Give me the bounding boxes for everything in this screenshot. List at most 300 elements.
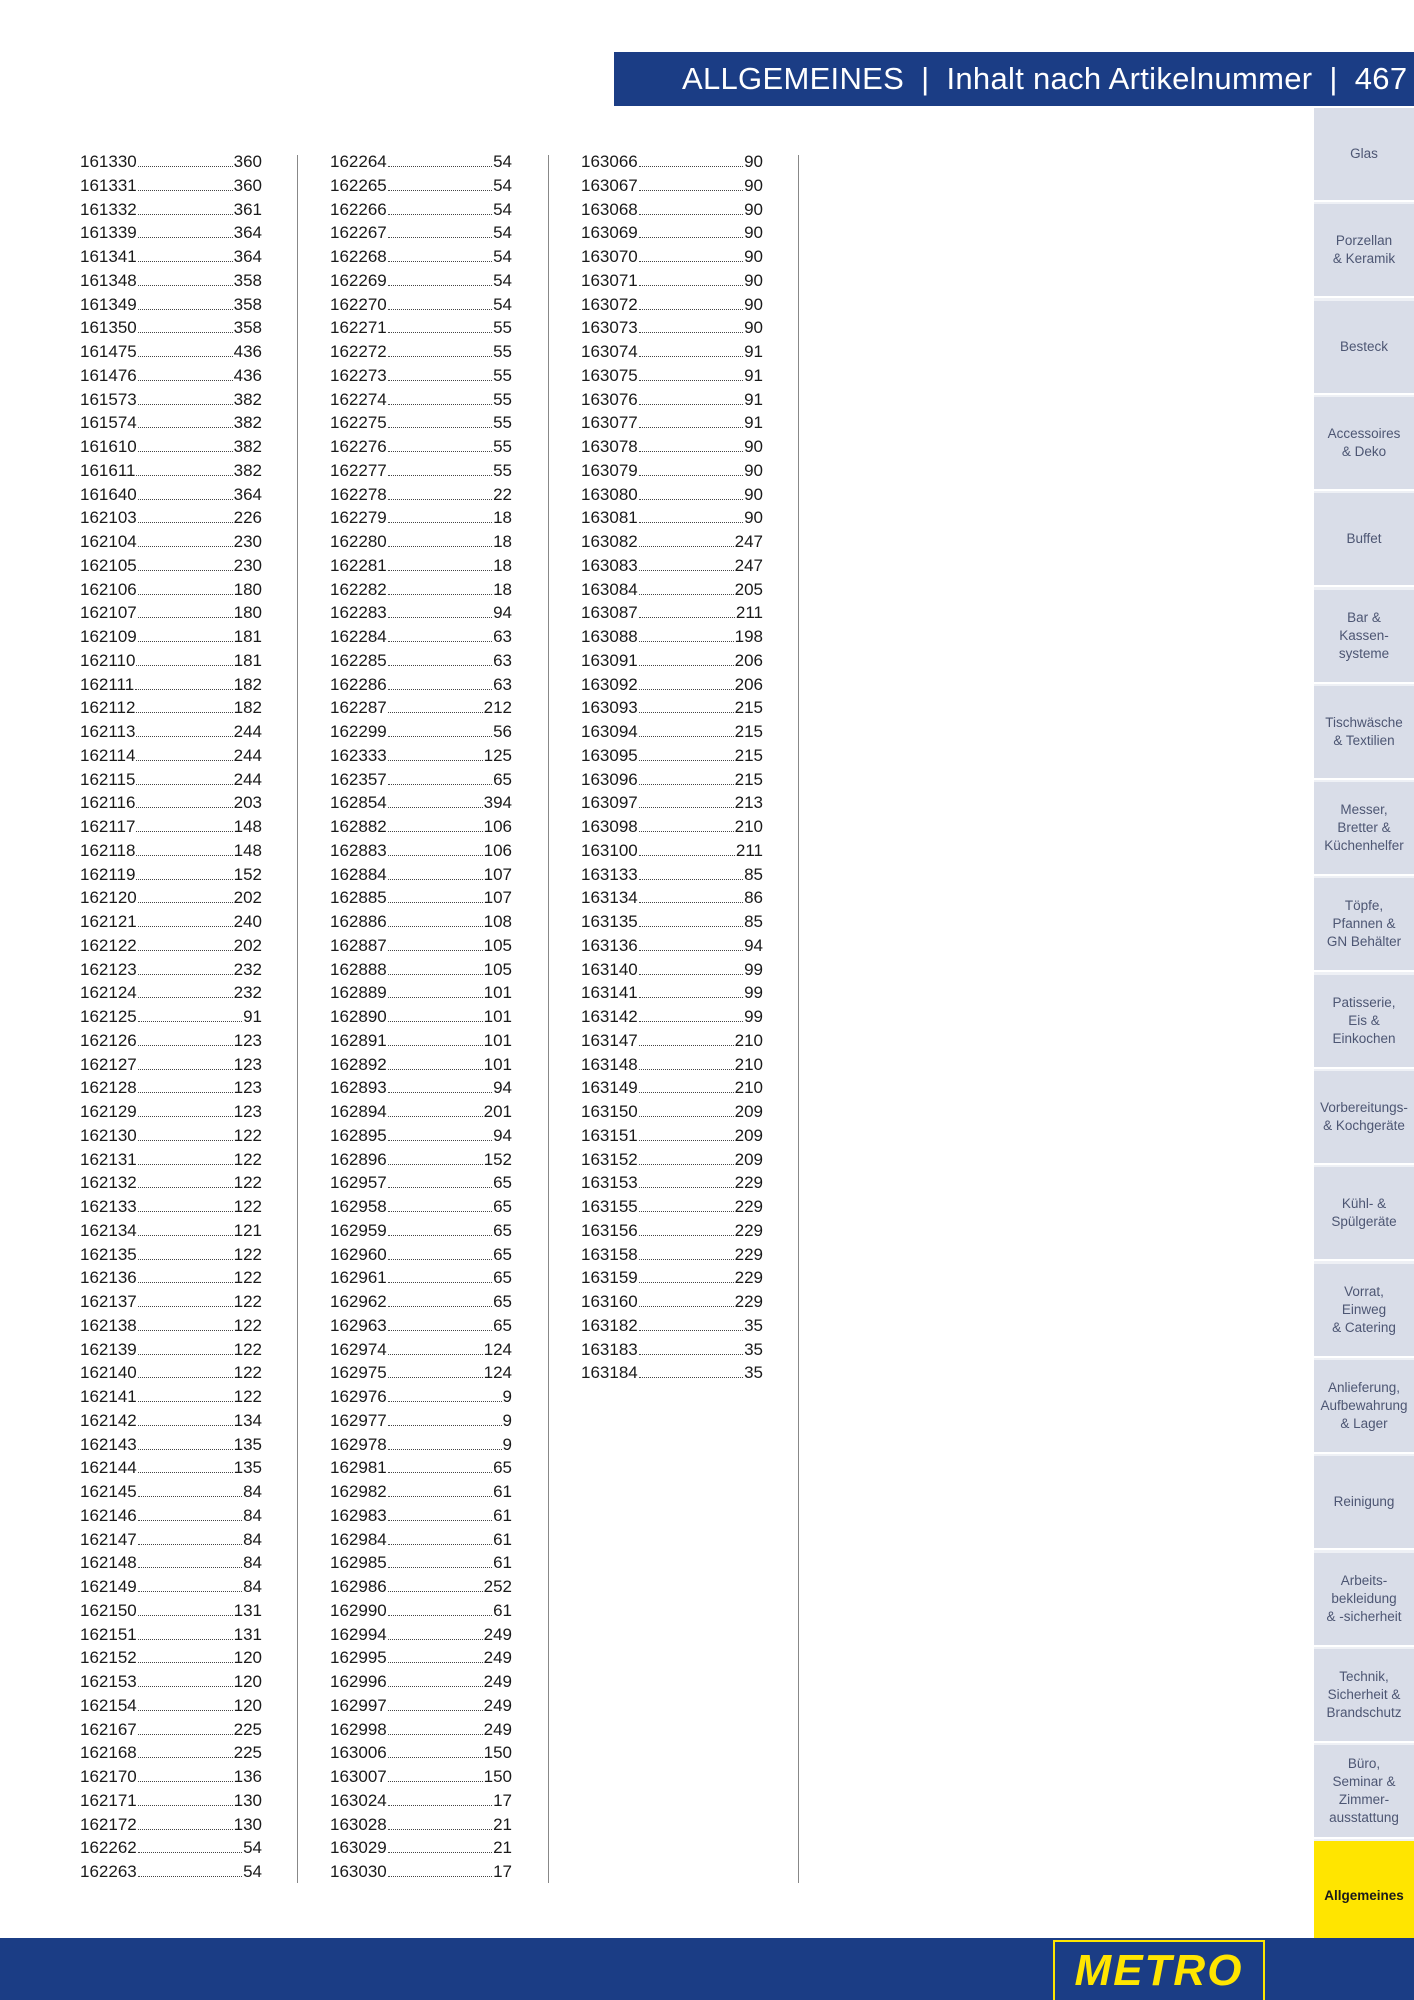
index-entry	[330, 1100, 512, 1124]
article-number: 163136	[581, 935, 638, 955]
article-number: 163080	[581, 484, 638, 504]
page-reference: 215	[734, 722, 763, 741]
article-number: 162112	[80, 698, 136, 718]
tab-anlieferung-aufbewahrung-lager[interactable]: Anlieferung, Aufbewahrung & Lager	[1314, 1360, 1414, 1454]
page-reference: 63	[493, 650, 512, 670]
index-entry	[330, 554, 512, 578]
page-reference: 101	[483, 983, 512, 1003]
index-entry	[330, 1266, 512, 1290]
article-number: 162264	[330, 152, 387, 171]
article-number: 162106	[80, 579, 137, 599]
dot-leader	[388, 1344, 483, 1355]
tab-vorbereitungs-kochgeräte[interactable]: Vorbereitungs- & Kochgeräte	[1314, 1071, 1414, 1165]
page-reference: 55	[493, 318, 512, 338]
article-number: 162107	[80, 603, 137, 623]
index-entry	[80, 1029, 262, 1053]
article-number: 162977	[330, 1410, 387, 1430]
article-number: 163092	[581, 674, 638, 694]
index-entry	[581, 1219, 763, 1243]
index-entry	[80, 554, 262, 578]
index-entry	[581, 863, 763, 887]
dot-leader	[388, 156, 492, 167]
article-number: 162132	[80, 1173, 137, 1193]
dot-leader	[639, 1201, 734, 1212]
article-number: 162153	[80, 1672, 137, 1691]
page-reference: 182	[233, 674, 262, 694]
index-entry	[581, 744, 763, 768]
index-entry	[80, 649, 262, 673]
index-entry	[581, 1053, 763, 1077]
tab-bar-kassen-systeme[interactable]: Bar & Kassen- systeme	[1314, 590, 1414, 684]
article-number: 162286	[330, 674, 387, 694]
page-reference: 249	[483, 1672, 512, 1691]
dot-leader	[639, 1225, 734, 1236]
article-number: 162129	[80, 1102, 137, 1121]
dot-leader	[136, 797, 232, 808]
dot-leader	[388, 1629, 483, 1640]
dot-leader	[639, 584, 734, 595]
dot-leader	[138, 1367, 233, 1378]
tab-patisserie-eis-einkochen[interactable]: Patisserie, Eis & Einkochen	[1314, 975, 1414, 1069]
dot-leader	[388, 679, 492, 690]
article-number: 162136	[80, 1268, 137, 1288]
page-reference: 232	[233, 983, 262, 1003]
index-entry	[80, 340, 262, 364]
article-number: 163091	[581, 650, 638, 670]
tab-tischwäsche-textilien[interactable]: Tischwäsche & Textilien	[1314, 686, 1414, 780]
article-number: 163079	[581, 460, 638, 480]
dot-leader	[639, 441, 743, 452]
article-number: 162299	[330, 722, 387, 741]
tab-porzellan-keramik[interactable]: Porzellan & Keramik	[1314, 204, 1414, 298]
page-reference: 252	[483, 1577, 512, 1596]
dot-leader	[138, 1011, 242, 1022]
index-entry	[330, 411, 512, 435]
page-reference: 106	[483, 817, 512, 836]
page-reference: 202	[233, 888, 262, 908]
footer-corner	[1314, 1940, 1414, 2000]
article-number: 162268	[330, 247, 387, 266]
index-entry	[80, 1195, 262, 1219]
metro-logo[interactable]	[1053, 1940, 1265, 2000]
page-reference: 99	[744, 1007, 763, 1026]
index-entry	[330, 601, 512, 625]
dot-leader	[639, 916, 743, 927]
tab-arbeits-bekleidung-sicherheit[interactable]: Arbeits- bekleidung & -sicherheit	[1314, 1553, 1414, 1647]
index-entry	[581, 815, 763, 839]
tab-kühl-spülgeräte[interactable]: Kühl- & Spülgeräte	[1314, 1167, 1414, 1261]
dot-leader	[388, 417, 492, 428]
article-number: 163070	[581, 247, 638, 266]
dot-leader	[639, 1344, 743, 1355]
article-number: 162266	[330, 199, 387, 219]
page-reference: 122	[233, 1197, 262, 1216]
header-separator: |	[921, 61, 930, 96]
index-entry	[330, 1575, 512, 1599]
dot-leader	[639, 726, 734, 737]
page-reference: 229	[734, 1173, 763, 1193]
dot-leader	[138, 204, 233, 215]
index-entry	[330, 625, 512, 649]
index-entry	[80, 1266, 262, 1290]
index-entry	[80, 411, 262, 435]
dot-leader	[639, 1177, 734, 1188]
dot-leader	[639, 631, 734, 642]
index-entry	[330, 1670, 512, 1694]
page-reference: 210	[734, 1078, 763, 1098]
dot-leader	[138, 1629, 233, 1640]
index-entry	[330, 198, 512, 222]
page-reference: 54	[493, 294, 512, 314]
dot-leader	[138, 227, 233, 238]
dot-leader	[388, 536, 492, 547]
page-reference: 9	[502, 1387, 512, 1406]
page-reference: 18	[493, 555, 512, 575]
tab-besteck[interactable]: Besteck	[1314, 301, 1414, 395]
article-number: 162882	[330, 817, 387, 836]
page-reference: 56	[493, 722, 512, 741]
index-entry	[330, 1171, 512, 1195]
article-number: 161476	[80, 365, 137, 385]
tab-büro-seminar-zimmer-ausstattung[interactable]: Büro, Seminar & Zimmer- ausstattung	[1314, 1745, 1414, 1839]
page-reference: 206	[734, 650, 763, 670]
page-reference: 124	[483, 1363, 512, 1383]
page-reference: 358	[233, 294, 262, 314]
dot-leader	[136, 655, 232, 666]
index-entry	[581, 293, 763, 317]
page-reference: 90	[744, 294, 763, 314]
dot-leader	[136, 774, 232, 785]
page-reference: 90	[744, 247, 763, 266]
article-number: 162116	[80, 793, 136, 813]
tab-reinigung[interactable]: Reinigung	[1314, 1456, 1414, 1550]
page-reference: 35	[744, 1315, 763, 1335]
index-entry	[330, 1148, 512, 1172]
dot-leader	[639, 679, 734, 690]
tab-technik-sicherheit-brandschutz[interactable]: Technik, Sicherheit & Brandschutz	[1314, 1649, 1414, 1743]
index-entry	[80, 839, 262, 863]
dot-leader	[639, 940, 743, 951]
page-reference: 65	[493, 1268, 512, 1288]
index-entry	[581, 340, 763, 364]
index-entry	[581, 673, 763, 697]
article-number: 163082	[581, 532, 638, 551]
article-number: 163069	[581, 223, 638, 243]
article-number: 163140	[581, 959, 638, 979]
dot-leader	[388, 251, 492, 262]
page-reference: 63	[493, 627, 512, 646]
dot-leader	[388, 1771, 483, 1782]
index-entry	[581, 150, 763, 174]
article-number: 161332	[80, 199, 137, 219]
index-entry	[330, 1290, 512, 1314]
page-reference: 122	[233, 1244, 262, 1264]
index-entry	[330, 1338, 512, 1362]
page-reference: 358	[233, 270, 262, 290]
dot-leader	[388, 987, 483, 998]
index-entry	[80, 1171, 262, 1195]
index-entry	[581, 364, 763, 388]
article-number: 162130	[80, 1125, 137, 1145]
dot-leader	[388, 560, 492, 571]
tab-messer-bretter-küchenhelfer[interactable]: Messer, Bretter & Küchenhelfer	[1314, 782, 1414, 876]
page-reference: 226	[233, 508, 262, 528]
dot-leader	[388, 1557, 492, 1568]
dot-leader	[388, 1534, 492, 1545]
article-number: 162284	[330, 627, 387, 646]
index-entry	[80, 435, 262, 459]
tab-allgemeines[interactable]: Allgemeines	[1314, 1841, 1414, 1953]
page-reference: 150	[483, 1743, 512, 1763]
page-reference: 148	[233, 817, 262, 836]
page-reference: 123	[233, 1102, 262, 1121]
dot-leader	[138, 1581, 242, 1592]
index-entry	[330, 815, 512, 839]
article-number: 163030	[330, 1862, 387, 1881]
page-reference: 148	[233, 840, 262, 860]
tab-töpfe-pfannen-gn-behälter[interactable]: Töpfe, Pfannen & GN Behälter	[1314, 878, 1414, 972]
dot-leader	[138, 631, 233, 642]
index-entry	[80, 1741, 262, 1765]
dot-leader	[639, 1249, 734, 1260]
article-number: 162285	[330, 650, 387, 670]
index-entry	[80, 245, 262, 269]
dot-leader	[388, 1082, 492, 1093]
page-reference: 65	[493, 1220, 512, 1240]
tab-buffet[interactable]: Buffet	[1314, 493, 1414, 587]
index-entry	[80, 1005, 262, 1029]
page-reference: 203	[233, 793, 262, 813]
page-reference: 94	[493, 603, 512, 623]
dot-leader	[138, 1391, 233, 1402]
dot-leader	[138, 299, 233, 310]
page-reference: 65	[493, 1292, 512, 1311]
dot-leader	[138, 940, 233, 951]
page-reference: 35	[744, 1363, 763, 1383]
article-number: 162124	[80, 983, 137, 1003]
page-reference: 84	[243, 1577, 262, 1596]
article-number: 162282	[330, 579, 387, 599]
tab-accessoires-deko[interactable]: Accessoires & Deko	[1314, 397, 1414, 491]
article-number: 162115	[80, 769, 136, 789]
dot-leader	[136, 726, 232, 737]
page-reference: 65	[493, 1244, 512, 1264]
dot-leader	[639, 180, 743, 191]
dot-leader	[388, 1819, 492, 1830]
page-reference: 124	[483, 1339, 512, 1359]
dot-leader	[388, 1486, 492, 1497]
index-entry	[80, 1338, 262, 1362]
article-number: 162271	[330, 318, 387, 338]
page-reference: 212	[483, 698, 512, 718]
index-entry	[80, 221, 262, 245]
index-entry	[80, 981, 262, 1005]
dot-leader	[138, 1795, 233, 1806]
page-reference: 382	[233, 389, 262, 409]
article-number: 162152	[80, 1648, 137, 1668]
page-reference: 105	[483, 959, 512, 979]
dot-leader	[138, 1724, 233, 1735]
dot-leader	[388, 1130, 492, 1141]
page-reference: 152	[483, 1149, 512, 1169]
dot-leader	[639, 346, 743, 357]
header-separator: |	[1329, 61, 1338, 96]
dot-leader	[388, 1177, 492, 1188]
index-entry	[581, 245, 763, 269]
article-number: 162121	[80, 912, 137, 931]
article-number: 162283	[330, 603, 387, 623]
page-reference: 94	[493, 1078, 512, 1098]
index-entry	[581, 506, 763, 530]
article-number: 162143	[80, 1434, 137, 1454]
page-reference: 17	[493, 1862, 512, 1881]
index-entry	[80, 815, 262, 839]
page-reference: 121	[233, 1220, 262, 1240]
dot-leader	[639, 489, 743, 500]
article-number: 162265	[330, 175, 387, 195]
dot-leader	[388, 1415, 502, 1426]
dot-leader	[388, 1367, 483, 1378]
page-reference: 229	[734, 1292, 763, 1311]
page-reference: 201	[483, 1102, 512, 1121]
article-number: 162279	[330, 508, 387, 528]
index-entry	[581, 696, 763, 720]
page-reference: 94	[744, 935, 763, 955]
dot-leader	[639, 251, 743, 262]
article-number: 162890	[330, 1007, 387, 1026]
page-reference: 17	[493, 1790, 512, 1810]
dot-leader	[138, 1320, 233, 1331]
article-number: 163081	[581, 508, 638, 528]
index-entry	[581, 1148, 763, 1172]
index-entry	[80, 1409, 262, 1433]
article-number: 162894	[330, 1102, 387, 1121]
index-entry	[80, 1670, 262, 1694]
article-number: 162172	[80, 1814, 137, 1834]
article-number: 162128	[80, 1078, 137, 1098]
page-reference: 209	[734, 1149, 763, 1169]
article-number: 163155	[581, 1197, 638, 1216]
page-reference: 213	[734, 793, 763, 813]
page-reference: 54	[493, 152, 512, 171]
index-entry	[80, 1243, 262, 1267]
dot-leader	[136, 750, 232, 761]
index-entry	[330, 1694, 512, 1718]
article-number: 162997	[330, 1695, 387, 1715]
index-entry	[581, 649, 763, 673]
index-entry	[80, 506, 262, 530]
article-number: 163158	[581, 1244, 638, 1264]
index-entry	[330, 1433, 512, 1457]
page-reference: 361	[233, 199, 262, 219]
index-entry	[330, 1005, 512, 1029]
dot-leader	[388, 750, 483, 761]
page-reference: 135	[233, 1458, 262, 1478]
index-entry	[80, 1504, 262, 1528]
dot-leader	[388, 1035, 483, 1046]
page-reference: 382	[233, 460, 262, 480]
index-entry	[330, 506, 512, 530]
dot-leader	[639, 869, 743, 880]
page-reference: 394	[483, 793, 512, 813]
tab-glas[interactable]: Glas	[1314, 108, 1414, 202]
page-reference: 122	[233, 1315, 262, 1335]
article-number: 162135	[80, 1244, 137, 1264]
article-number: 162994	[330, 1624, 387, 1644]
index-entry	[330, 1718, 512, 1742]
index-entry	[581, 221, 763, 245]
dot-leader	[138, 1415, 233, 1426]
dot-leader	[138, 1177, 233, 1188]
dot-leader	[388, 465, 492, 476]
dot-leader	[388, 726, 492, 737]
index-entry	[80, 863, 262, 887]
page-reference: 108	[483, 912, 512, 931]
article-number: 162962	[330, 1292, 387, 1311]
index-entry	[80, 1053, 262, 1077]
index-entry	[330, 1860, 512, 1884]
index-entry	[581, 388, 763, 412]
article-number: 162960	[330, 1244, 387, 1264]
page-reference: 215	[734, 698, 763, 718]
article-number: 163024	[330, 1790, 387, 1810]
page-reference: 65	[493, 1458, 512, 1478]
article-number: 162274	[330, 389, 387, 409]
article-number: 163148	[581, 1054, 638, 1074]
article-number: 162963	[330, 1315, 387, 1335]
dot-leader	[639, 465, 743, 476]
page-reference: 215	[734, 745, 763, 765]
article-number: 161341	[80, 247, 137, 266]
page-reference: 84	[243, 1553, 262, 1573]
index-entry	[581, 720, 763, 744]
dot-leader	[388, 797, 483, 808]
index-entry	[330, 578, 512, 602]
article-number: 163153	[581, 1173, 638, 1193]
page-reference: 249	[483, 1648, 512, 1668]
dot-leader	[138, 512, 233, 523]
page-reference: 86	[744, 888, 763, 908]
index-entry	[330, 1314, 512, 1338]
index-entry	[581, 1100, 763, 1124]
dot-leader	[138, 1106, 233, 1117]
article-number: 162985	[330, 1553, 387, 1573]
article-number: 161574	[80, 413, 137, 433]
index-entry	[80, 1480, 262, 1504]
dot-leader	[388, 1011, 483, 1022]
page-reference: 21	[493, 1838, 512, 1858]
dot-leader	[136, 869, 232, 880]
index-entry	[581, 1171, 763, 1195]
page-reference: 90	[744, 508, 763, 528]
article-number: 163076	[581, 389, 638, 409]
index-entry	[330, 530, 512, 554]
dot-leader	[138, 156, 233, 167]
page-reference: 54	[243, 1862, 262, 1881]
article-number: 163071	[581, 270, 638, 290]
tab-vorrat-einweg-catering[interactable]: Vorrat, Einweg & Catering	[1314, 1264, 1414, 1358]
article-number: 162104	[80, 532, 137, 551]
dot-leader	[138, 180, 233, 191]
page-reference: 229	[734, 1197, 763, 1216]
dot-leader	[388, 512, 492, 523]
dot-leader	[639, 394, 743, 405]
index-entry	[581, 1029, 763, 1053]
index-entry	[80, 1124, 262, 1148]
dot-leader	[388, 394, 492, 405]
dot-leader	[639, 1130, 734, 1141]
dot-leader	[138, 1462, 233, 1473]
